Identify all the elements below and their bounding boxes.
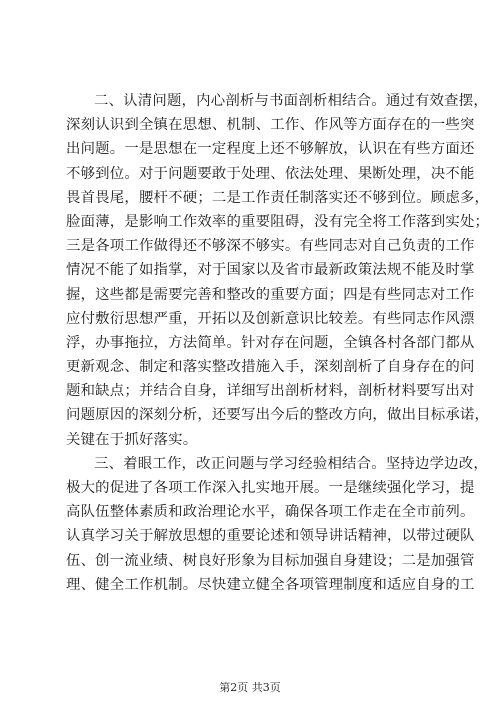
text-line: 高队伍整体素质和政治理论水平，确保各项工作走在全市前列。	[66, 504, 475, 521]
text-line: 问题原因的深刻分析，还要写出今后的整改方向，做出目标承诺，	[66, 407, 490, 424]
text-line: 理、健全工作机制。尽快建立健全各项管理制度和适应自身的工	[66, 576, 475, 593]
text-line: 关键在于抓好落实。	[66, 431, 198, 448]
paragraph-3	[66, 452, 488, 597]
text-line: 题和缺点；并结合自身，详细写出剖析材料，剖析材料要写出对	[66, 383, 475, 400]
text-line: 情况不能了如指掌，对于国家以及省市最新政策法规不能及时掌	[66, 262, 475, 279]
text-line: 握，这些都是需要完善和整改的重要方面；四是有些同志对工作	[66, 286, 475, 303]
text-line: 极大的促进了各项工作深入扎实地开展。一是继续强化学习，提	[66, 480, 475, 496]
document-body	[66, 89, 490, 597]
text-line: 不够到位。对于问题要敢于处理、依法处理、果断处理，决不能	[66, 165, 475, 182]
page-number-footer: 第2页 共3页	[219, 681, 281, 694]
text-line: 畏首畏尾，腰杆不硬；二是工作责任制落实还不够到位。顾虑多，	[66, 189, 490, 206]
text-line: 三是各项工作做得还不够深不够实。有些同志对自己负责的工作	[66, 238, 475, 255]
text-line: 二、认清问题，内心剖析与书面剖析相结合。通过有效查摆，	[94, 93, 488, 109]
text-line: 浮，办事拖拉，方法简单。针对存在问题，全镇各村各部门都从	[66, 334, 475, 351]
text-line: 出问题。一是思想在一定程度上还不够解放，认识在有些方面还	[66, 141, 475, 158]
text-line: 应付敷衍思想严重，开拓以及创新意识比较差。有些同志作风漂	[66, 310, 475, 327]
paragraph-2	[66, 89, 490, 452]
text-line: 脸面薄，是影响工作效率的重要阻碍，没有完全将工作落到实处；	[66, 213, 490, 230]
text-line: 认真学习关于解放思想的重要论述和领导讲话精神，以带过硬队	[66, 528, 475, 545]
text-line: 深刻认识到全镇在思想、机制、工作、作风等方面存在的一些突	[66, 117, 475, 134]
text-line: 伍、创一流业绩、树良好形象为目标加强自身建设；二是加强管	[66, 552, 475, 569]
text-line: 三、着眼工作，改正问题与学习经验相结合。坚持边学边改，	[94, 455, 488, 472]
text-line: 更新观念、制定和落实整改措施入手，深刻剖析了自身存在的问	[66, 359, 475, 376]
